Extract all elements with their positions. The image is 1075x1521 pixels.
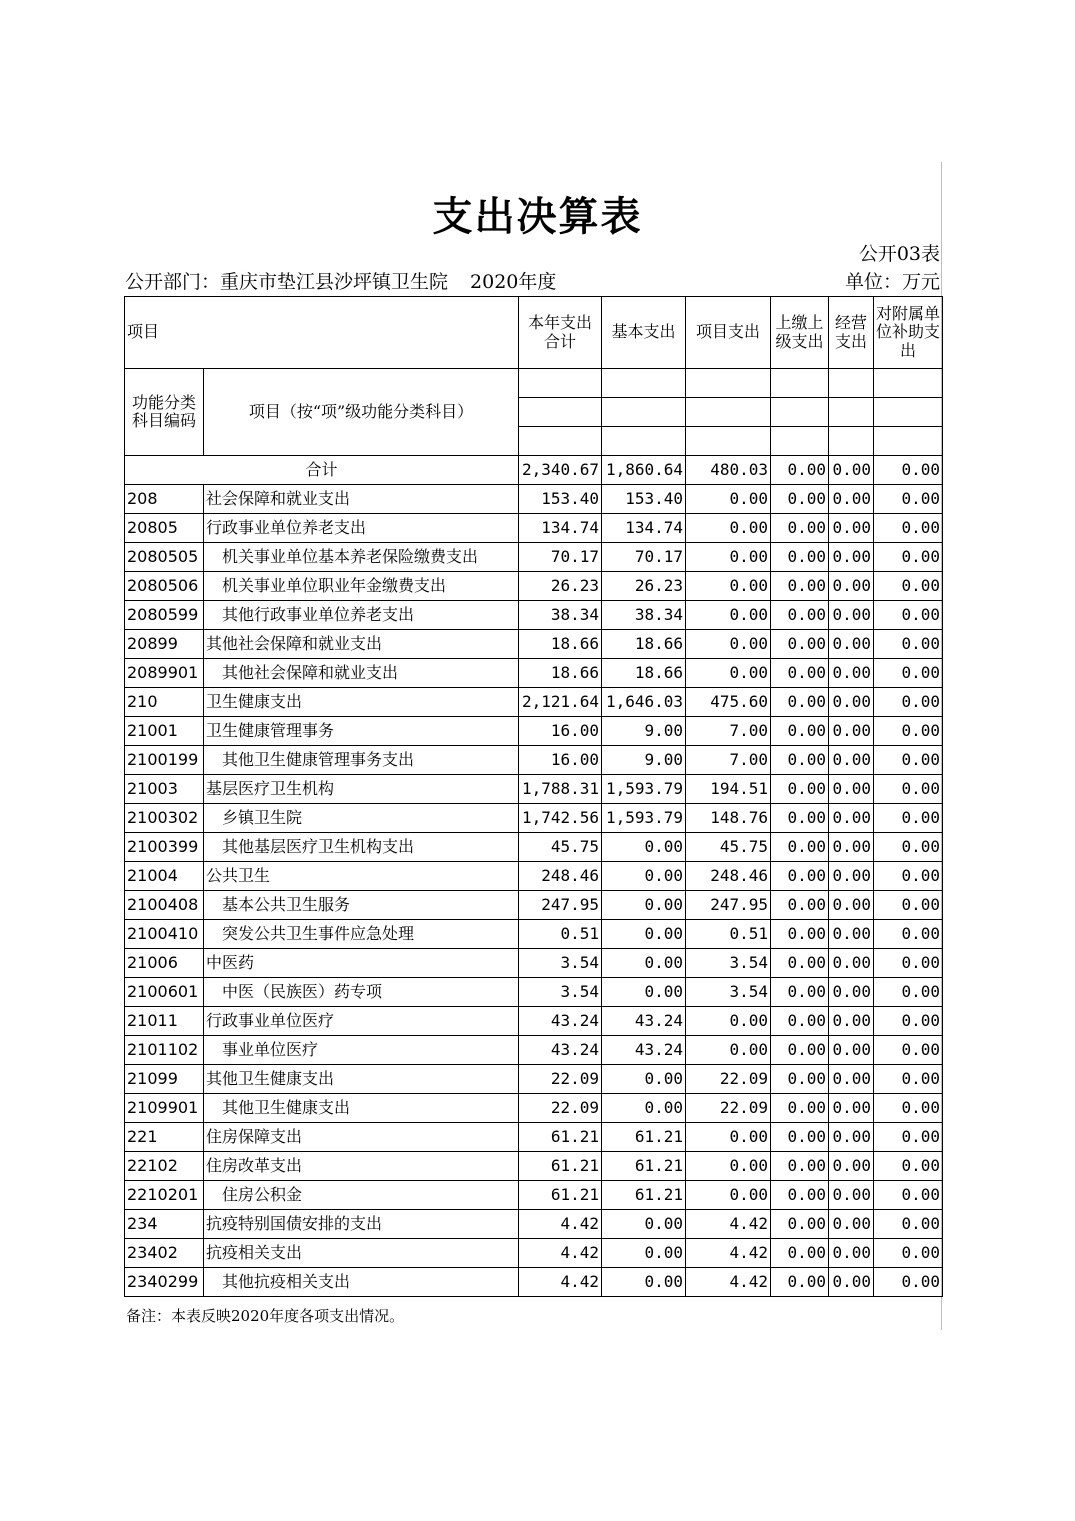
row-value: 0.00	[829, 746, 874, 775]
row-value: 38.34	[519, 601, 602, 630]
row-value: 3.54	[519, 978, 602, 1007]
row-value: 0.00	[829, 1181, 874, 1210]
total-value: 2,340.67	[519, 456, 602, 485]
row-code: 23402	[125, 1239, 204, 1268]
row-name: 住房保障支出	[204, 1123, 519, 1152]
row-value: 18.66	[519, 659, 602, 688]
row-name: 其他社会保障和就业支出	[204, 630, 519, 659]
row-name: 机关事业单位基本养老保险缴费支出	[204, 543, 519, 572]
row-value: 0.00	[771, 920, 829, 949]
row-name: 其他卫生健康管理事务支出	[204, 746, 519, 775]
row-value: 0.00	[874, 1036, 943, 1065]
row-value: 248.46	[686, 862, 771, 891]
row-code: 2340299	[125, 1268, 204, 1297]
row-value: 0.00	[771, 891, 829, 920]
row-value: 0.00	[829, 514, 874, 543]
empty-cell	[771, 398, 829, 427]
row-value: 148.76	[686, 804, 771, 833]
department-line	[125, 267, 556, 294]
row-value: 0.00	[874, 1239, 943, 1268]
department-label: 公开部门：重庆市垫江县沙坪镇卫生院	[125, 271, 449, 293]
row-value: 0.00	[829, 1065, 874, 1094]
empty-cell	[829, 398, 874, 427]
row-name: 抗疫特别国债安排的支出	[204, 1210, 519, 1239]
row-value: 61.21	[602, 1152, 686, 1181]
row-value: 0.00	[874, 746, 943, 775]
table-row	[125, 1036, 943, 1065]
row-value: 4.42	[686, 1239, 771, 1268]
row-value: 38.34	[602, 601, 686, 630]
row-value: 0.00	[829, 949, 874, 978]
row-value: 61.21	[519, 1123, 602, 1152]
table-row	[125, 485, 943, 514]
row-value: 0.00	[874, 775, 943, 804]
row-value: 0.00	[602, 833, 686, 862]
row-value: 0.00	[874, 543, 943, 572]
row-value: 0.00	[771, 1036, 829, 1065]
row-value: 0.00	[874, 601, 943, 630]
row-value: 0.00	[686, 1007, 771, 1036]
row-value: 153.40	[519, 485, 602, 514]
row-name: 基本公共卫生服务	[204, 891, 519, 920]
table-row	[125, 920, 943, 949]
row-name: 基层医疗卫生机构	[204, 775, 519, 804]
table-row	[125, 1123, 943, 1152]
row-value: 0.00	[771, 862, 829, 891]
row-value: 0.00	[874, 1181, 943, 1210]
row-value: 4.42	[686, 1210, 771, 1239]
row-value: 0.00	[829, 717, 874, 746]
row-code: 2089901	[125, 659, 204, 688]
footnote: 备注：本表反映2020年度各项支出情况。	[126, 1307, 405, 1325]
row-value: 0.00	[829, 1268, 874, 1297]
row-value: 0.00	[874, 1007, 943, 1036]
row-value: 0.00	[771, 485, 829, 514]
row-value: 0.00	[771, 1181, 829, 1210]
table-row	[125, 1065, 943, 1094]
header-project: 项目支出	[686, 297, 771, 369]
row-value: 0.00	[874, 804, 943, 833]
row-value: 475.60	[686, 688, 771, 717]
empty-cell	[874, 398, 943, 427]
row-name: 其他行政事业单位养老支出	[204, 601, 519, 630]
row-value: 0.00	[771, 514, 829, 543]
row-value: 16.00	[519, 717, 602, 746]
row-code: 2100399	[125, 833, 204, 862]
row-name: 行政事业单位养老支出	[204, 514, 519, 543]
row-code: 210	[125, 688, 204, 717]
row-name: 其他社会保障和就业支出	[204, 659, 519, 688]
table-row	[125, 1239, 943, 1268]
row-value: 26.23	[519, 572, 602, 601]
row-name: 住房改革支出	[204, 1152, 519, 1181]
table-row	[125, 717, 943, 746]
row-value: 0.00	[829, 775, 874, 804]
row-value: 61.21	[602, 1181, 686, 1210]
row-name: 机关事业单位职业年金缴费支出	[204, 572, 519, 601]
row-value: 0.00	[771, 804, 829, 833]
row-value: 0.00	[686, 543, 771, 572]
row-value: 0.00	[686, 630, 771, 659]
total-label: 合计	[125, 456, 519, 485]
row-value: 0.00	[874, 659, 943, 688]
empty-cell	[519, 369, 602, 398]
row-value: 0.00	[686, 514, 771, 543]
table-row	[125, 1007, 943, 1036]
row-code: 21006	[125, 949, 204, 978]
form-number: 公开03表	[858, 243, 940, 265]
row-value: 0.00	[771, 1007, 829, 1036]
row-value: 0.00	[771, 543, 829, 572]
row-value: 3.54	[519, 949, 602, 978]
row-code: 2100199	[125, 746, 204, 775]
row-value: 70.17	[519, 543, 602, 572]
table-row	[125, 891, 943, 920]
row-value: 134.74	[602, 514, 686, 543]
row-name: 其他卫生健康支出	[204, 1065, 519, 1094]
row-code: 208	[125, 485, 204, 514]
row-value: 45.75	[686, 833, 771, 862]
row-name: 中医（民族医）药专项	[204, 978, 519, 1007]
row-value: 0.00	[771, 1152, 829, 1181]
row-value: 9.00	[602, 746, 686, 775]
row-value: 45.75	[519, 833, 602, 862]
row-value: 7.00	[686, 717, 771, 746]
row-name: 社会保障和就业支出	[204, 485, 519, 514]
header-upper: 上缴上级支出	[771, 297, 829, 369]
row-code: 2100302	[125, 804, 204, 833]
row-value: 0.00	[771, 688, 829, 717]
row-value: 0.00	[829, 978, 874, 1007]
row-code: 21001	[125, 717, 204, 746]
header-business: 经营支出	[829, 297, 874, 369]
row-value: 0.00	[602, 1094, 686, 1123]
row-value: 0.00	[771, 717, 829, 746]
row-name: 其他卫生健康支出	[204, 1094, 519, 1123]
empty-cell	[519, 427, 602, 456]
expenditure-table	[124, 296, 943, 1297]
empty-cell	[771, 369, 829, 398]
table-row	[125, 543, 943, 572]
total-value: 0.00	[771, 456, 829, 485]
row-value: 0.00	[829, 920, 874, 949]
table-row	[125, 746, 943, 775]
table-row	[125, 1268, 943, 1297]
row-value: 0.00	[874, 1123, 943, 1152]
row-value: 0.00	[829, 1239, 874, 1268]
row-value: 0.00	[874, 891, 943, 920]
row-value: 0.51	[686, 920, 771, 949]
row-value: 0.00	[829, 1210, 874, 1239]
row-value: 0.00	[874, 920, 943, 949]
row-code: 2080505	[125, 543, 204, 572]
row-name: 行政事业单位医疗	[204, 1007, 519, 1036]
subheader-row	[125, 369, 943, 398]
row-code: 21011	[125, 1007, 204, 1036]
total-value: 0.00	[829, 456, 874, 485]
row-code: 221	[125, 1123, 204, 1152]
header-item-by-class: 项目（按“项”级功能分类科目）	[204, 369, 519, 456]
row-value: 0.00	[686, 485, 771, 514]
row-value: 61.21	[519, 1152, 602, 1181]
row-value: 0.00	[602, 891, 686, 920]
row-value: 0.00	[874, 1152, 943, 1181]
row-code: 2210201	[125, 1181, 204, 1210]
row-code: 2080599	[125, 601, 204, 630]
row-value: 0.00	[686, 1181, 771, 1210]
row-code: 2109901	[125, 1094, 204, 1123]
row-value: 0.00	[829, 543, 874, 572]
page-title: 支出决算表	[432, 194, 643, 240]
currency-unit: 单位：万元	[844, 271, 940, 293]
row-value: 0.00	[602, 978, 686, 1007]
row-value: 43.24	[602, 1036, 686, 1065]
row-value: 1,788.31	[519, 775, 602, 804]
row-value: 4.42	[519, 1268, 602, 1297]
row-value: 0.00	[602, 1239, 686, 1268]
row-code: 21003	[125, 775, 204, 804]
table-row	[125, 804, 943, 833]
row-value: 0.00	[771, 572, 829, 601]
total-value: 1,860.64	[602, 456, 686, 485]
empty-cell	[874, 369, 943, 398]
row-value: 1,593.79	[602, 775, 686, 804]
row-code: 21099	[125, 1065, 204, 1094]
empty-cell	[829, 427, 874, 456]
row-code: 234	[125, 1210, 204, 1239]
empty-cell	[519, 398, 602, 427]
header-subsidy: 对附属单位补助支出	[874, 297, 943, 369]
row-value: 2,121.64	[519, 688, 602, 717]
row-value: 134.74	[519, 514, 602, 543]
row-value: 153.40	[602, 485, 686, 514]
row-value: 61.21	[519, 1181, 602, 1210]
row-value: 0.00	[829, 659, 874, 688]
row-value: 0.00	[771, 659, 829, 688]
row-value: 0.00	[771, 978, 829, 1007]
row-value: 0.00	[771, 1239, 829, 1268]
row-name: 卫生健康支出	[204, 688, 519, 717]
header-total: 本年支出合计	[519, 297, 602, 369]
empty-cell	[686, 369, 771, 398]
row-value: 0.00	[771, 601, 829, 630]
row-name: 卫生健康管理事务	[204, 717, 519, 746]
row-value: 0.00	[829, 601, 874, 630]
row-code: 22102	[125, 1152, 204, 1181]
row-value: 0.00	[874, 833, 943, 862]
row-value: 1,593.79	[602, 804, 686, 833]
table-row	[125, 601, 943, 630]
total-value: 480.03	[686, 456, 771, 485]
header-row	[125, 297, 943, 369]
row-value: 43.24	[602, 1007, 686, 1036]
row-name: 事业单位医疗	[204, 1036, 519, 1065]
row-name: 其他抗疫相关支出	[204, 1268, 519, 1297]
table-row	[125, 833, 943, 862]
row-value: 61.21	[602, 1123, 686, 1152]
row-code: 21004	[125, 862, 204, 891]
row-code: 2101102	[125, 1036, 204, 1065]
row-value: 0.00	[829, 1036, 874, 1065]
empty-cell	[686, 427, 771, 456]
row-value: 0.00	[829, 891, 874, 920]
fiscal-year: 2020年度	[470, 271, 557, 293]
row-value: 0.00	[829, 1007, 874, 1036]
row-value: 43.24	[519, 1036, 602, 1065]
row-value: 0.00	[771, 775, 829, 804]
row-value: 0.00	[874, 572, 943, 601]
row-value: 18.66	[602, 630, 686, 659]
row-value: 0.00	[771, 630, 829, 659]
row-value: 18.66	[519, 630, 602, 659]
table-row	[125, 572, 943, 601]
row-value: 0.00	[874, 485, 943, 514]
row-name: 住房公积金	[204, 1181, 519, 1210]
empty-cell	[602, 369, 686, 398]
row-value: 0.00	[771, 833, 829, 862]
row-value: 0.51	[519, 920, 602, 949]
row-value: 18.66	[602, 659, 686, 688]
table-row	[125, 1152, 943, 1181]
row-value: 3.54	[686, 978, 771, 1007]
row-value: 0.00	[829, 572, 874, 601]
row-value: 0.00	[686, 1152, 771, 1181]
row-value: 7.00	[686, 746, 771, 775]
table-row	[125, 1181, 943, 1210]
row-value: 0.00	[771, 1210, 829, 1239]
empty-cell	[874, 427, 943, 456]
row-code: 2100601	[125, 978, 204, 1007]
row-code: 2100410	[125, 920, 204, 949]
row-value: 248.46	[519, 862, 602, 891]
empty-cell	[829, 369, 874, 398]
row-value: 0.00	[602, 1268, 686, 1297]
row-value: 3.54	[686, 949, 771, 978]
table-row	[125, 949, 943, 978]
row-value: 0.00	[602, 920, 686, 949]
row-name: 突发公共卫生事件应急处理	[204, 920, 519, 949]
row-value: 0.00	[874, 862, 943, 891]
row-value: 22.09	[686, 1065, 771, 1094]
row-value: 247.95	[686, 891, 771, 920]
row-value: 0.00	[874, 1094, 943, 1123]
total-value: 0.00	[874, 456, 943, 485]
row-name: 中医药	[204, 949, 519, 978]
row-value: 0.00	[829, 1094, 874, 1123]
row-value: 22.09	[519, 1065, 602, 1094]
table-row	[125, 775, 943, 804]
row-value: 1,742.56	[519, 804, 602, 833]
row-value: 0.00	[602, 1210, 686, 1239]
empty-cell	[602, 427, 686, 456]
table-row	[125, 1094, 943, 1123]
row-value: 0.00	[874, 514, 943, 543]
row-value: 0.00	[771, 1094, 829, 1123]
table-row	[125, 630, 943, 659]
table-row	[125, 514, 943, 543]
empty-cell	[771, 427, 829, 456]
row-name: 公共卫生	[204, 862, 519, 891]
row-value: 0.00	[829, 688, 874, 717]
row-code: 2100408	[125, 891, 204, 920]
row-value: 0.00	[771, 1065, 829, 1094]
empty-cell	[602, 398, 686, 427]
row-value: 0.00	[771, 1268, 829, 1297]
row-value: 70.17	[602, 543, 686, 572]
row-value: 194.51	[686, 775, 771, 804]
row-value: 4.42	[519, 1210, 602, 1239]
row-value: 1,646.03	[602, 688, 686, 717]
empty-cell	[686, 398, 771, 427]
row-value: 0.00	[829, 1152, 874, 1181]
row-value: 26.23	[602, 572, 686, 601]
row-value: 0.00	[874, 688, 943, 717]
row-value: 0.00	[686, 1036, 771, 1065]
row-value: 0.00	[686, 601, 771, 630]
row-value: 247.95	[519, 891, 602, 920]
row-value: 22.09	[519, 1094, 602, 1123]
row-value: 0.00	[686, 659, 771, 688]
total-row	[125, 456, 943, 485]
row-value: 22.09	[686, 1094, 771, 1123]
row-value: 0.00	[829, 833, 874, 862]
row-value: 0.00	[829, 804, 874, 833]
row-value: 0.00	[686, 572, 771, 601]
row-value: 0.00	[829, 862, 874, 891]
header-basic: 基本支出	[602, 297, 686, 369]
row-value: 0.00	[874, 1065, 943, 1094]
row-code: 20899	[125, 630, 204, 659]
row-value: 0.00	[874, 1268, 943, 1297]
row-value: 0.00	[874, 949, 943, 978]
row-value: 0.00	[829, 630, 874, 659]
row-value: 16.00	[519, 746, 602, 775]
row-value: 0.00	[602, 1065, 686, 1094]
table-row	[125, 688, 943, 717]
row-value: 0.00	[602, 862, 686, 891]
row-value: 4.42	[686, 1268, 771, 1297]
table-row	[125, 978, 943, 1007]
row-value: 0.00	[874, 1210, 943, 1239]
row-value: 0.00	[829, 485, 874, 514]
row-code: 20805	[125, 514, 204, 543]
row-value: 0.00	[874, 630, 943, 659]
row-value: 43.24	[519, 1007, 602, 1036]
row-value: 4.42	[519, 1239, 602, 1268]
row-value: 0.00	[829, 1123, 874, 1152]
row-name: 其他基层医疗卫生机构支出	[204, 833, 519, 862]
header-item: 项目	[125, 297, 519, 369]
row-name: 乡镇卫生院	[204, 804, 519, 833]
row-value: 0.00	[874, 717, 943, 746]
table-row	[125, 862, 943, 891]
row-name: 抗疫相关支出	[204, 1239, 519, 1268]
table-row	[125, 659, 943, 688]
row-value: 0.00	[771, 949, 829, 978]
row-value: 0.00	[771, 746, 829, 775]
row-code: 2080506	[125, 572, 204, 601]
row-value: 0.00	[686, 1123, 771, 1152]
row-value: 0.00	[771, 1123, 829, 1152]
header-func-code: 功能分类科目编码	[125, 369, 204, 456]
table-row	[125, 1210, 943, 1239]
row-value: 0.00	[874, 978, 943, 1007]
row-value: 9.00	[602, 717, 686, 746]
row-value: 0.00	[602, 949, 686, 978]
